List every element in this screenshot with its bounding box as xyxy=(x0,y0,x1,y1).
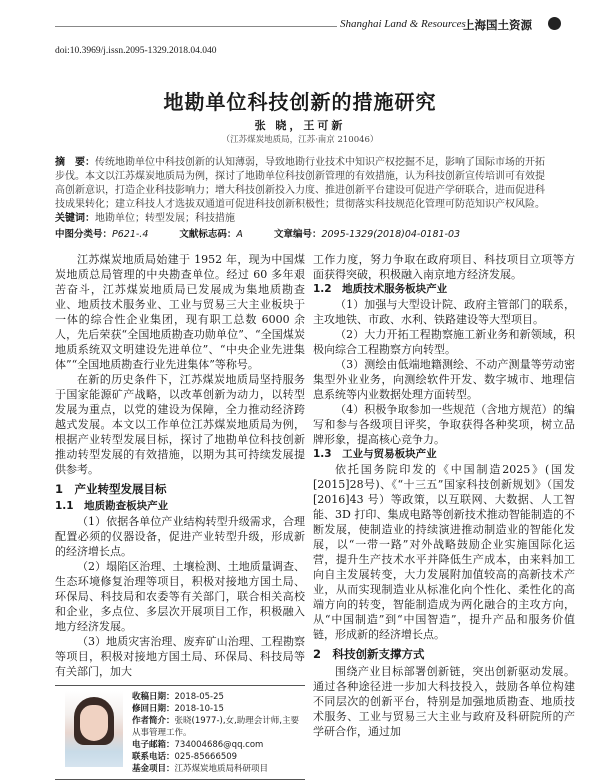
journal-name-cn: 上海国土资源 xyxy=(463,18,532,32)
doc-code-label: 文献标志码： xyxy=(179,229,237,240)
fund-label: 基金项目： xyxy=(132,764,175,774)
received-date: 2018-05-25 xyxy=(174,692,224,702)
paragraph: 围绕产业目标部署创新链，突出创新驱动发展。通过各种途径进一步加大科技投入，鼓励各单位构建不同层次的创新平台，特别是加强地质勘查、地质技术服务、工业与贸易三大主业与政府及科研院所的产学研合作，通过加 xyxy=(313,665,575,738)
abstract xyxy=(55,156,545,226)
paragraph: 在新的历史条件下，江苏煤炭地质局坚持服务于国家能源矿产战略，以改革创新为动力，以转型发展为重点，以党的建设为保障，全力推动经济跨越式发展。本文以工作单位江苏煤炭地质局为例，根据产业转型发展目标，探讨了地勘单位科技创新推动转型发展的有效措施，以期为其可持续发展提供参考。 xyxy=(55,373,305,476)
left-column xyxy=(55,252,305,780)
affiliation: （江苏煤炭地质局，江苏·南京 210046） xyxy=(221,135,379,145)
classification-line xyxy=(55,228,555,242)
paragraph: 依托国务院印发的《中国制造2025》(国发[2015]28号)、《“十三五”国家科技创新规划》（国发 [2016]43 号）等政策，以互联网、大数据、人工智能、3D 打印、集成电路等创新技术推动智能制造的不断发展，使制造业的持续演进推动制造业的智能化发展，以“一带一路”对外战略鼓励企业实施国际化运营，提升生产技术水平并降低生产成本，由来料加工向自主发展转变，大力发展附加值较高的高新技术产业，从而实现制造业从标准化向个性化、柔性化的高端方向的转变，智能制造成为两化融合的主攻方向，从“中国制造”到“中国智造”，提升产品和服务价值链，形成新的经济增长点。 xyxy=(313,463,575,641)
clc-label: 中图分类号： xyxy=(55,229,113,240)
subsection-heading: 1.2 地质技术服务板块产业 xyxy=(313,283,448,295)
received-label: 收稿日期： xyxy=(132,692,175,702)
abstract-text: 传统地勘单位中科技创新的认知薄弱，导致地勘行业技术中知识产权挖掘不足，影响了国际市场的开拓步伐。本文以江苏煤炭地质局为例，探讨了地勘单位科技创新管理的有效措施，认为科技创新宣传培训可有效提高创新意识，打造企业科技影响力；增大科技创新投入力度、推进创新平台建设可促进产学研联合，进而促进科技成果转化；建立科技人才选拔双通道可促进科技创新积极性；贯彻落实科技规范化管理可防范知识产权风险。 xyxy=(55,157,545,210)
journal-name-en: Shanghai Land & Resources xyxy=(340,18,466,30)
article-no: 2095-1329(2018)04-0181-03 xyxy=(321,229,461,240)
subsection-heading: 1.1 地质勘查板块产业 xyxy=(55,500,169,512)
authors: 张 晓，王可新 xyxy=(254,119,346,132)
clc: P621-.4 xyxy=(112,229,149,240)
paragraph: 工作力度，努力争取在政府项目、科技项目立项等方面获得突破，积极融入南京地方经济发展。 xyxy=(313,253,575,281)
article-no-label: 文章编号： xyxy=(273,229,322,240)
body-columns xyxy=(55,252,575,780)
paragraph: （2）大力开拓工程勘察施工新业务和新领域，积极向综合工程勘察方向转型。 xyxy=(313,328,575,356)
email-label: 电子邮箱： xyxy=(132,740,175,750)
fund: 江苏煤炭地质局科研项目 xyxy=(174,764,269,774)
paragraph: （2）塌陷区治理、土壤检测、土地质量调查、生态环境修复治理等项目，积极对接地方国土局、环保局、科技局和农委等有关部门，联合相关高校和企业，多点位、多层次开展项目工作，积极融入地方经济发展。 xyxy=(55,560,305,633)
keywords: 地勘单位；转型发展；科技措施 xyxy=(95,213,235,224)
paragraph: （1）依据各单位产业结构转型升级需求，合理配置必须的仪器设备，促进产业转型升级，形成新的经济增长点。 xyxy=(55,515,305,558)
email: 734004686@qq.com xyxy=(174,740,264,750)
article-content xyxy=(55,156,575,780)
paragraph: 江苏煤炭地质局始建于 1952 年，现为中国煤炭地质总局管理的中央勘查单位。经过 60 多年艰苦奋斗，江苏煤炭地质局已发展成为集地质勘查业、地质技术服务业、工业与贸易三大主业板块于一体的综合性企业集团，现有职工总数 6000 余人，先后荣获“全国地质勘查功勋单位”、“全国煤炭地质系统双文明建设先进单位”、“中央企业先进集体”“全国地质勘查行业先进集体”等称号。 xyxy=(55,253,305,371)
paragraph: （1）加强与大型设计院、政府主管部门的联系，主攻地铁、市政、水利、铁路建设等大型项目。 xyxy=(313,298,575,326)
author-photo xyxy=(65,691,123,767)
revised-date: 2018-10-15 xyxy=(174,704,224,714)
author-footnote xyxy=(55,686,305,779)
paragraph: （4）积极争取参加一些规范（含地方规范）的编写和参与各级项目评奖，争取获得各种奖项，树立品牌形象，提高核心竞争力。 xyxy=(313,403,575,446)
doc-code: A xyxy=(236,229,243,240)
header-rule xyxy=(55,26,337,27)
section-heading: 2 科技创新支撑方式 xyxy=(313,647,425,661)
phone-label: 联系电话： xyxy=(132,752,175,762)
section-heading: 1 产业转型发展目标 xyxy=(55,482,167,496)
abstract-label: 摘 要： xyxy=(55,157,95,168)
photo-face xyxy=(80,705,108,741)
revised-label: 修回日期： xyxy=(132,704,175,714)
bio-label: 作者简介： xyxy=(132,716,175,726)
doi: doi:10.3969/j.issn.2095-1329.2018.04.040 xyxy=(55,46,217,56)
keywords-label: 关键词： xyxy=(55,213,95,224)
right-column xyxy=(313,252,575,780)
paragraph: （3）地质灾害治理、废弃矿山治理、工程勘察等项目，积极对接地方国土局、环保局、科技局等有关部门，加大 xyxy=(55,635,305,678)
article-title: 地勘单位科技创新的措施研究 xyxy=(163,90,437,114)
paragraph: （3）测绘由低端地籍测绘、不动产测量等劳动密集型外业业务，向测绘软件开发、数字城市、地理信息系统等内业数据处理方面转型。 xyxy=(313,358,575,401)
bio: 张晓(1977-),女,助理会计师,主要从事管理工作。 xyxy=(132,716,299,738)
author-info xyxy=(132,691,305,775)
phone: 025-85666509 xyxy=(174,752,238,762)
journal-logo-icon xyxy=(548,17,561,30)
subsection-heading: 1.3 工业与贸易板块产业 xyxy=(313,448,437,460)
